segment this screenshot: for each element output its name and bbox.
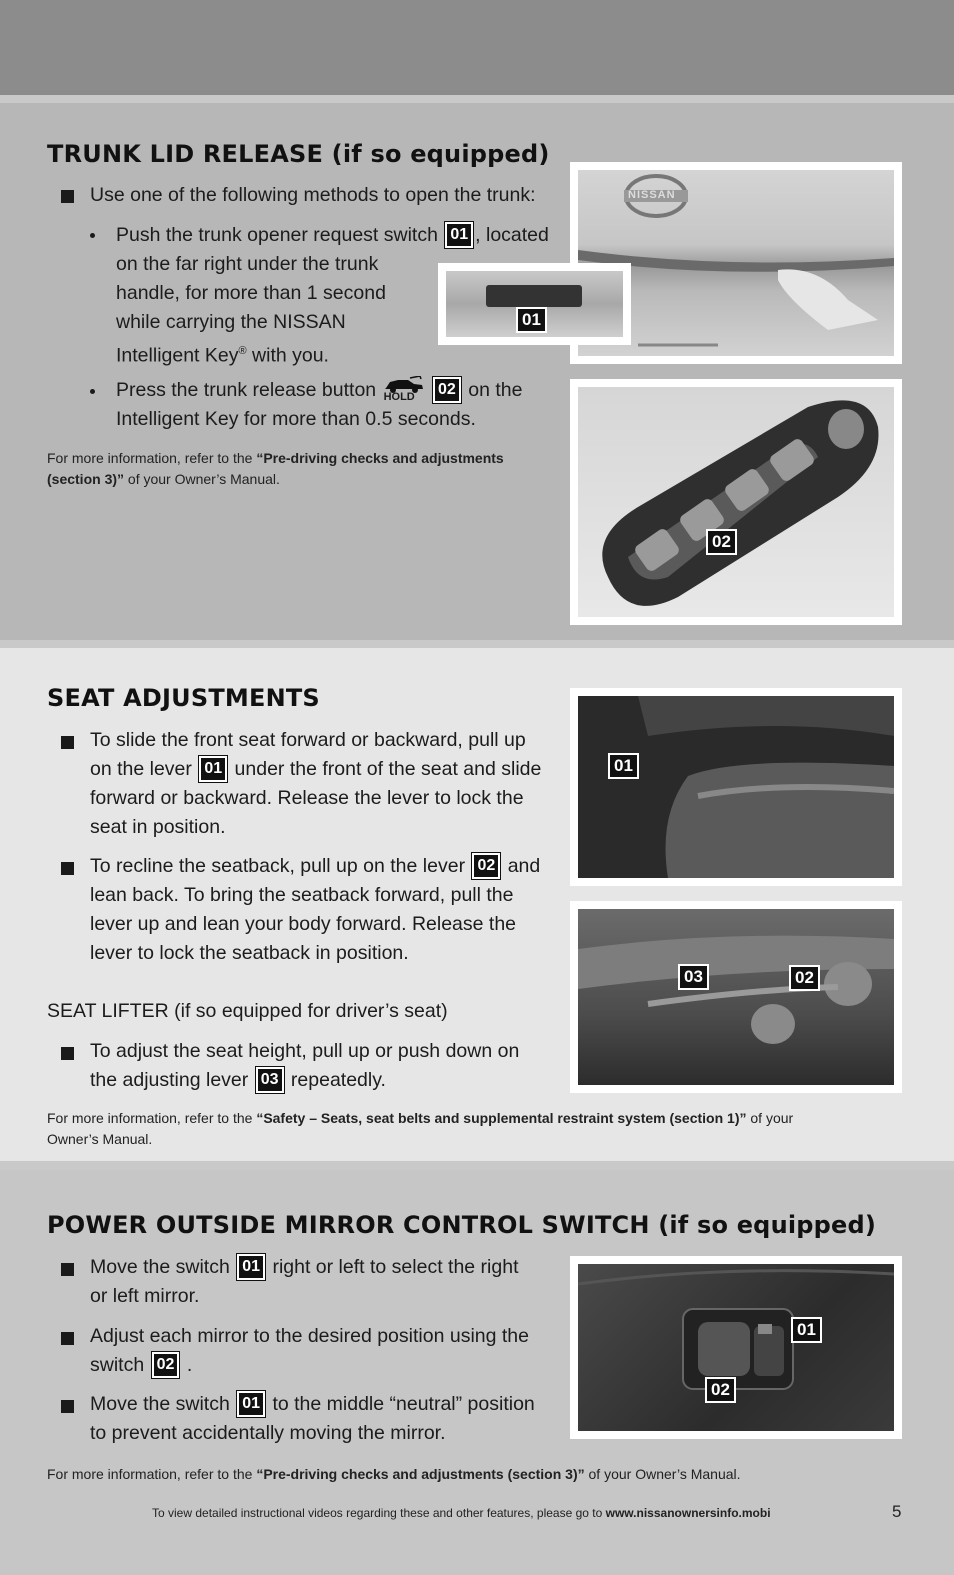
callout-badge: 01	[199, 756, 227, 782]
bullet-square	[61, 1047, 74, 1060]
seat-bullet-1: To slide the front seat forward or backward, pull up on the lever 01 under the front of the seat and slide forward or backward. Release the lever to lock the seat in position.	[90, 729, 542, 838]
callout-tag: 03	[678, 964, 709, 990]
bullet-square	[61, 1263, 74, 1276]
seat-lever-photo	[570, 688, 902, 886]
seat-title: SEAT ADJUSTMENTS	[47, 684, 320, 712]
callout-tag: 01	[516, 307, 547, 333]
bullet-square	[61, 1332, 74, 1345]
callout-badge: 01	[445, 222, 473, 248]
callout-tag: 01	[791, 1317, 822, 1343]
callout-tag: 01	[608, 753, 639, 779]
trunk-method-1: Push the trunk opener request switch 01 , located on the far right under the trunk handle, for more than 1 second while carrying the NISSAN Intelligent Key® with you.	[116, 224, 549, 367]
callout-badge: 02	[152, 1352, 180, 1378]
trunk-switch-inset	[438, 263, 631, 345]
seat-recline-photo	[570, 901, 902, 1093]
callout-tag: 02	[705, 1377, 736, 1403]
mirror-switch-photo	[570, 1256, 902, 1439]
bullet-square	[61, 736, 74, 749]
seat-bullet-3: To adjust the seat height, pull up or push down on the adjusting lever 03 repeatedly.	[90, 1040, 520, 1091]
callout-badge: 02	[472, 853, 500, 879]
mirror-title: POWER OUTSIDE MIRROR CONTROL SWITCH (if so equipped)	[47, 1211, 877, 1239]
switch-shape	[486, 285, 582, 307]
callout-badge: 01	[237, 1254, 265, 1280]
keyfob-photo	[570, 379, 902, 625]
seat-note: For more information, refer to the “Safety – Seats, seat belts and supplemental restraint system (section 1)” of your Owner’s Manual.	[47, 1110, 794, 1147]
callout-badge: 02	[433, 377, 461, 403]
footer-url[interactable]: www.nissanownersinfo.mobi	[605, 1506, 771, 1520]
bullet-square	[61, 190, 74, 203]
callout-tag: 02	[789, 965, 820, 991]
callout-badge: 01	[237, 1391, 265, 1417]
bullet-square	[61, 862, 74, 875]
trunk-note: For more information, refer to the “Pre-driving checks and adjustments (section 3)” of your Owner’s Manual.	[47, 450, 504, 487]
trunk-method-2: Press the trunk release button HOLD 02 on the Intelligent Key for more than 0.5 seconds.	[116, 376, 522, 434]
logo-text: NISSAN	[628, 189, 676, 201]
mirror-bullet-3: Move the switch 01 to the middle “neutral” position to prevent accidentally moving the mirror.	[90, 1393, 535, 1444]
bullet-dot	[90, 233, 95, 238]
trunk-hold-icon: HOLD	[382, 376, 426, 402]
seat-lifter-heading: SEAT LIFTER (if so equipped for driver’s seat)	[47, 1000, 448, 1022]
trunk-title: TRUNK LID RELEASE (if so equipped)	[47, 140, 550, 168]
page-number: 5	[892, 1502, 902, 1521]
seat-bullet-2: To recline the seatback, pull up on the lever 02 and lean back. To bring the seatback forward, pull the lever up and lean your body forward. Release the lever to lock the seatback in position.	[90, 855, 541, 964]
mirror-note: For more information, refer to the “Pre-driving checks and adjustments (section 3)” of your Owner’s Manual.	[47, 1466, 741, 1482]
mirror-bullet-2: Adjust each mirror to the desired position using the switch 02 .	[90, 1325, 529, 1376]
footer-text: To view detailed instructional videos regarding these and other features, please go to www.nissanownersinfo.mobi	[152, 1506, 771, 1520]
bullet-dot	[90, 389, 95, 394]
trunk-intro: Use one of the following methods to open the trunk:	[90, 184, 536, 206]
mirror-bullet-1: Move the switch 01 right or left to select the right or left mirror.	[90, 1256, 519, 1307]
bullet-square	[61, 1400, 74, 1413]
callout-badge: 03	[256, 1067, 284, 1093]
header-bar	[0, 0, 954, 95]
callout-tag: 02	[706, 529, 737, 555]
